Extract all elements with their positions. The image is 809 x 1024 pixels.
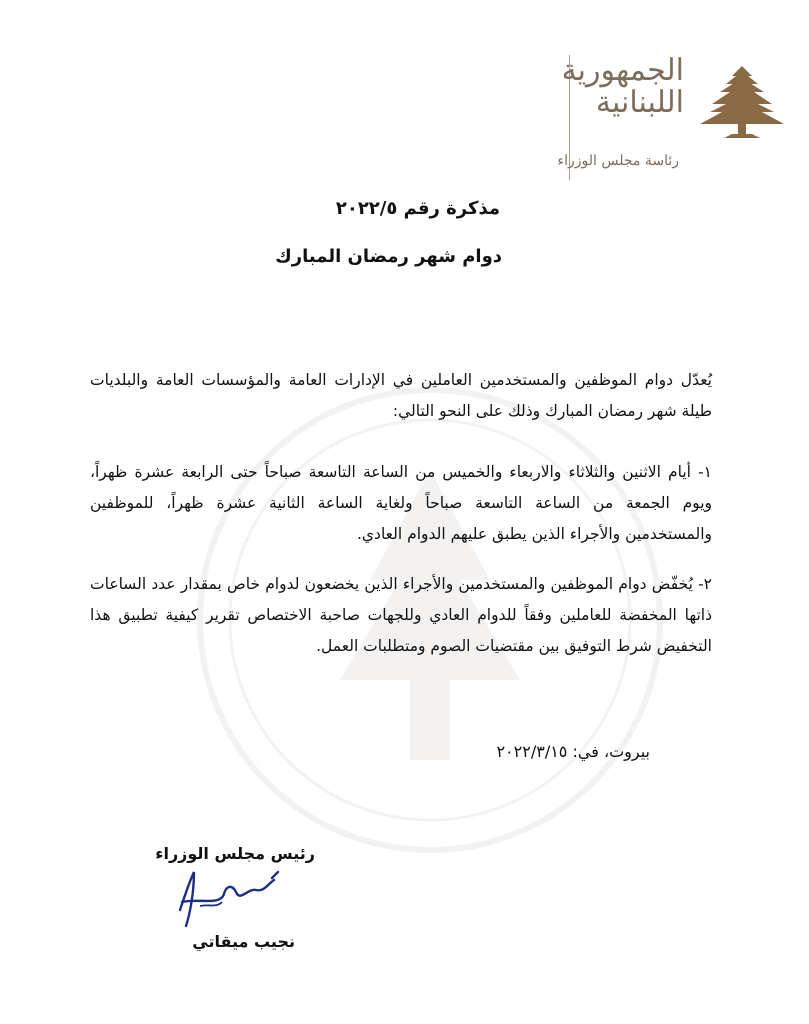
cedar-tree-icon	[694, 62, 790, 144]
date-line: بيروت، في: ٢٠٢٢/٣/١٥	[496, 742, 650, 761]
handwritten-signature-icon	[160, 862, 300, 932]
memo-title: مذكرة رقم ٢٠٢٢/٥	[335, 198, 500, 219]
signatory-title: رئيس مجلس الوزراء	[155, 844, 315, 863]
item-2-paragraph: ٢- يُخفّض دوام الموظفين والمستخدمين والأجراء الذين يخضعون لدوام خاص بمقدار عدد الساعات ذاتها المخفضة للعاملين وفقاً للدوام العادي وللجهات صاحبة الاختصاص تقرير كيفية تطبيق هذا التخفيض شرط التوفيق بين مقتضيات الصوم ومتطلبات العمل.	[90, 575, 712, 655]
letterhead-title: الجمهورية اللبنانية	[561, 53, 684, 120]
signatory-name: نجيب ميقاتي	[192, 932, 295, 951]
intro-paragraph: يُعدّل دوام الموظفين والمستخدمين العاملين في الإدارات العامة والمؤسسات العامة والبلديات طيلة شهر رمضان المبارك وذلك على النحو التالي:	[90, 371, 712, 420]
memo-subject: دوام شهر رمضان المبارك	[275, 246, 502, 267]
item-1-paragraph: ١- أيام الاثنين والثلاثاء والاربعاء والخميس من الساعة التاسعة صباحاً حتى الرابعة عشرة ظهراً، ويوم الجمعة من الساعة التاسعة صباحاً ولغاية الساعة الثانية عشرة ظهراً، للموظفين والمستخدمين والأجراء الذين يطبق عليهم الدوام العادي.	[90, 463, 712, 543]
letterhead-subtitle: رئاسة مجلس الوزراء	[557, 153, 679, 169]
